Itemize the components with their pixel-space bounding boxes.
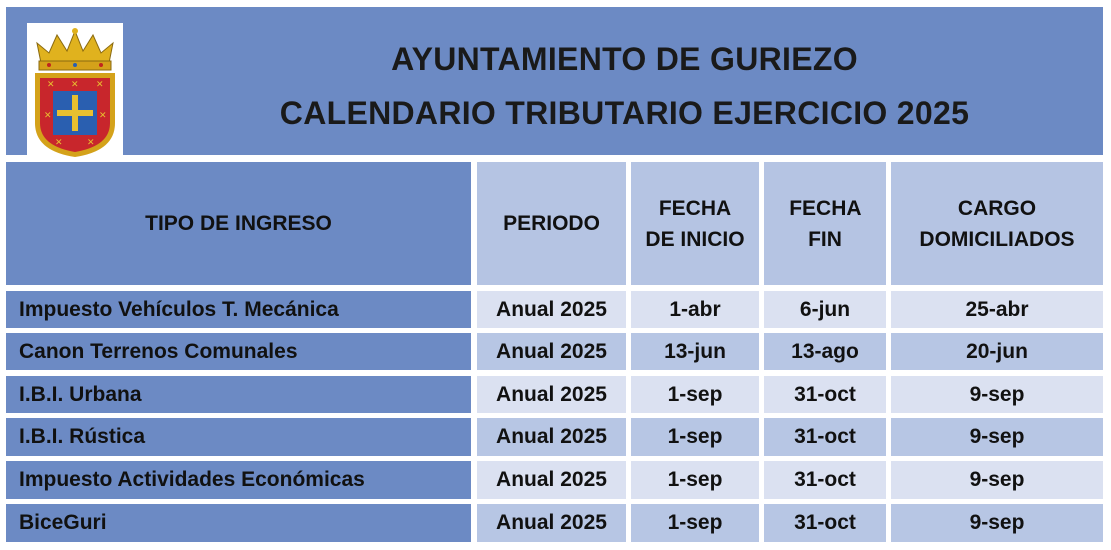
page-header: [6, 7, 1103, 155]
column-header-fecha-fin: FECHA FIN: [764, 162, 886, 285]
page-title: AYUNTAMIENTO DE GURIEZO: [391, 41, 858, 77]
row-fin: 31-oct: [764, 418, 886, 456]
row-periodo: Anual 2025: [477, 461, 626, 499]
row-periodo: Anual 2025: [477, 291, 626, 328]
row-tipo: Impuesto Vehículos T. Mecánica: [6, 291, 471, 328]
row-fin: 31-oct: [764, 504, 886, 542]
column-header-tipo: TIPO DE INGRESO: [6, 162, 471, 285]
svg-text:✕: ✕: [99, 111, 107, 121]
row-periodo: Anual 2025: [477, 376, 626, 413]
svg-text:✕: ✕: [47, 80, 55, 90]
row-cargo: 9-sep: [891, 504, 1103, 542]
row-inicio: 13-jun: [631, 333, 759, 370]
row-fin: 31-oct: [764, 376, 886, 413]
row-cargo: 25-abr: [891, 291, 1103, 328]
row-tipo: Impuesto Actividades Económicas: [6, 461, 471, 499]
row-inicio: 1-sep: [631, 504, 759, 542]
row-cargo: 9-sep: [891, 461, 1103, 499]
row-tipo: BiceGuri: [6, 504, 471, 542]
row-inicio: 1-sep: [631, 418, 759, 456]
coat-of-arms-logo: [27, 23, 123, 158]
row-fin: 13-ago: [764, 333, 886, 370]
row-tipo: Canon Terrenos Comunales: [6, 333, 471, 370]
column-header-periodo: PERIODO: [477, 162, 626, 285]
row-periodo: Anual 2025: [477, 333, 626, 370]
row-periodo: Anual 2025: [477, 504, 626, 542]
row-periodo: Anual 2025: [477, 418, 626, 456]
row-inicio: 1-sep: [631, 376, 759, 413]
svg-text:✕: ✕: [55, 138, 63, 148]
row-cargo: 9-sep: [891, 376, 1103, 413]
row-cargo: 20-jun: [891, 333, 1103, 370]
row-cargo: 9-sep: [891, 418, 1103, 456]
row-inicio: 1-sep: [631, 461, 759, 499]
coat-of-arms-icon: [27, 23, 123, 158]
row-tipo: I.B.I. Urbana: [6, 376, 471, 413]
column-header-cargo: CARGO DOMICILIADOS: [891, 162, 1103, 285]
page-subtitle: CALENDARIO TRIBUTARIO EJERCICIO 2025: [279, 95, 970, 131]
svg-text:✕: ✕: [71, 80, 79, 90]
svg-text:✕: ✕: [44, 111, 52, 121]
svg-text:✕: ✕: [96, 80, 104, 90]
row-inicio: 1-abr: [631, 291, 759, 328]
row-fin: 6-jun: [764, 291, 886, 328]
svg-text:✕: ✕: [87, 138, 95, 148]
row-tipo: I.B.I. Rústica: [6, 418, 471, 456]
row-fin: 31-oct: [764, 461, 886, 499]
column-header-fecha-inicio: FECHA DE INICIO: [631, 162, 759, 285]
